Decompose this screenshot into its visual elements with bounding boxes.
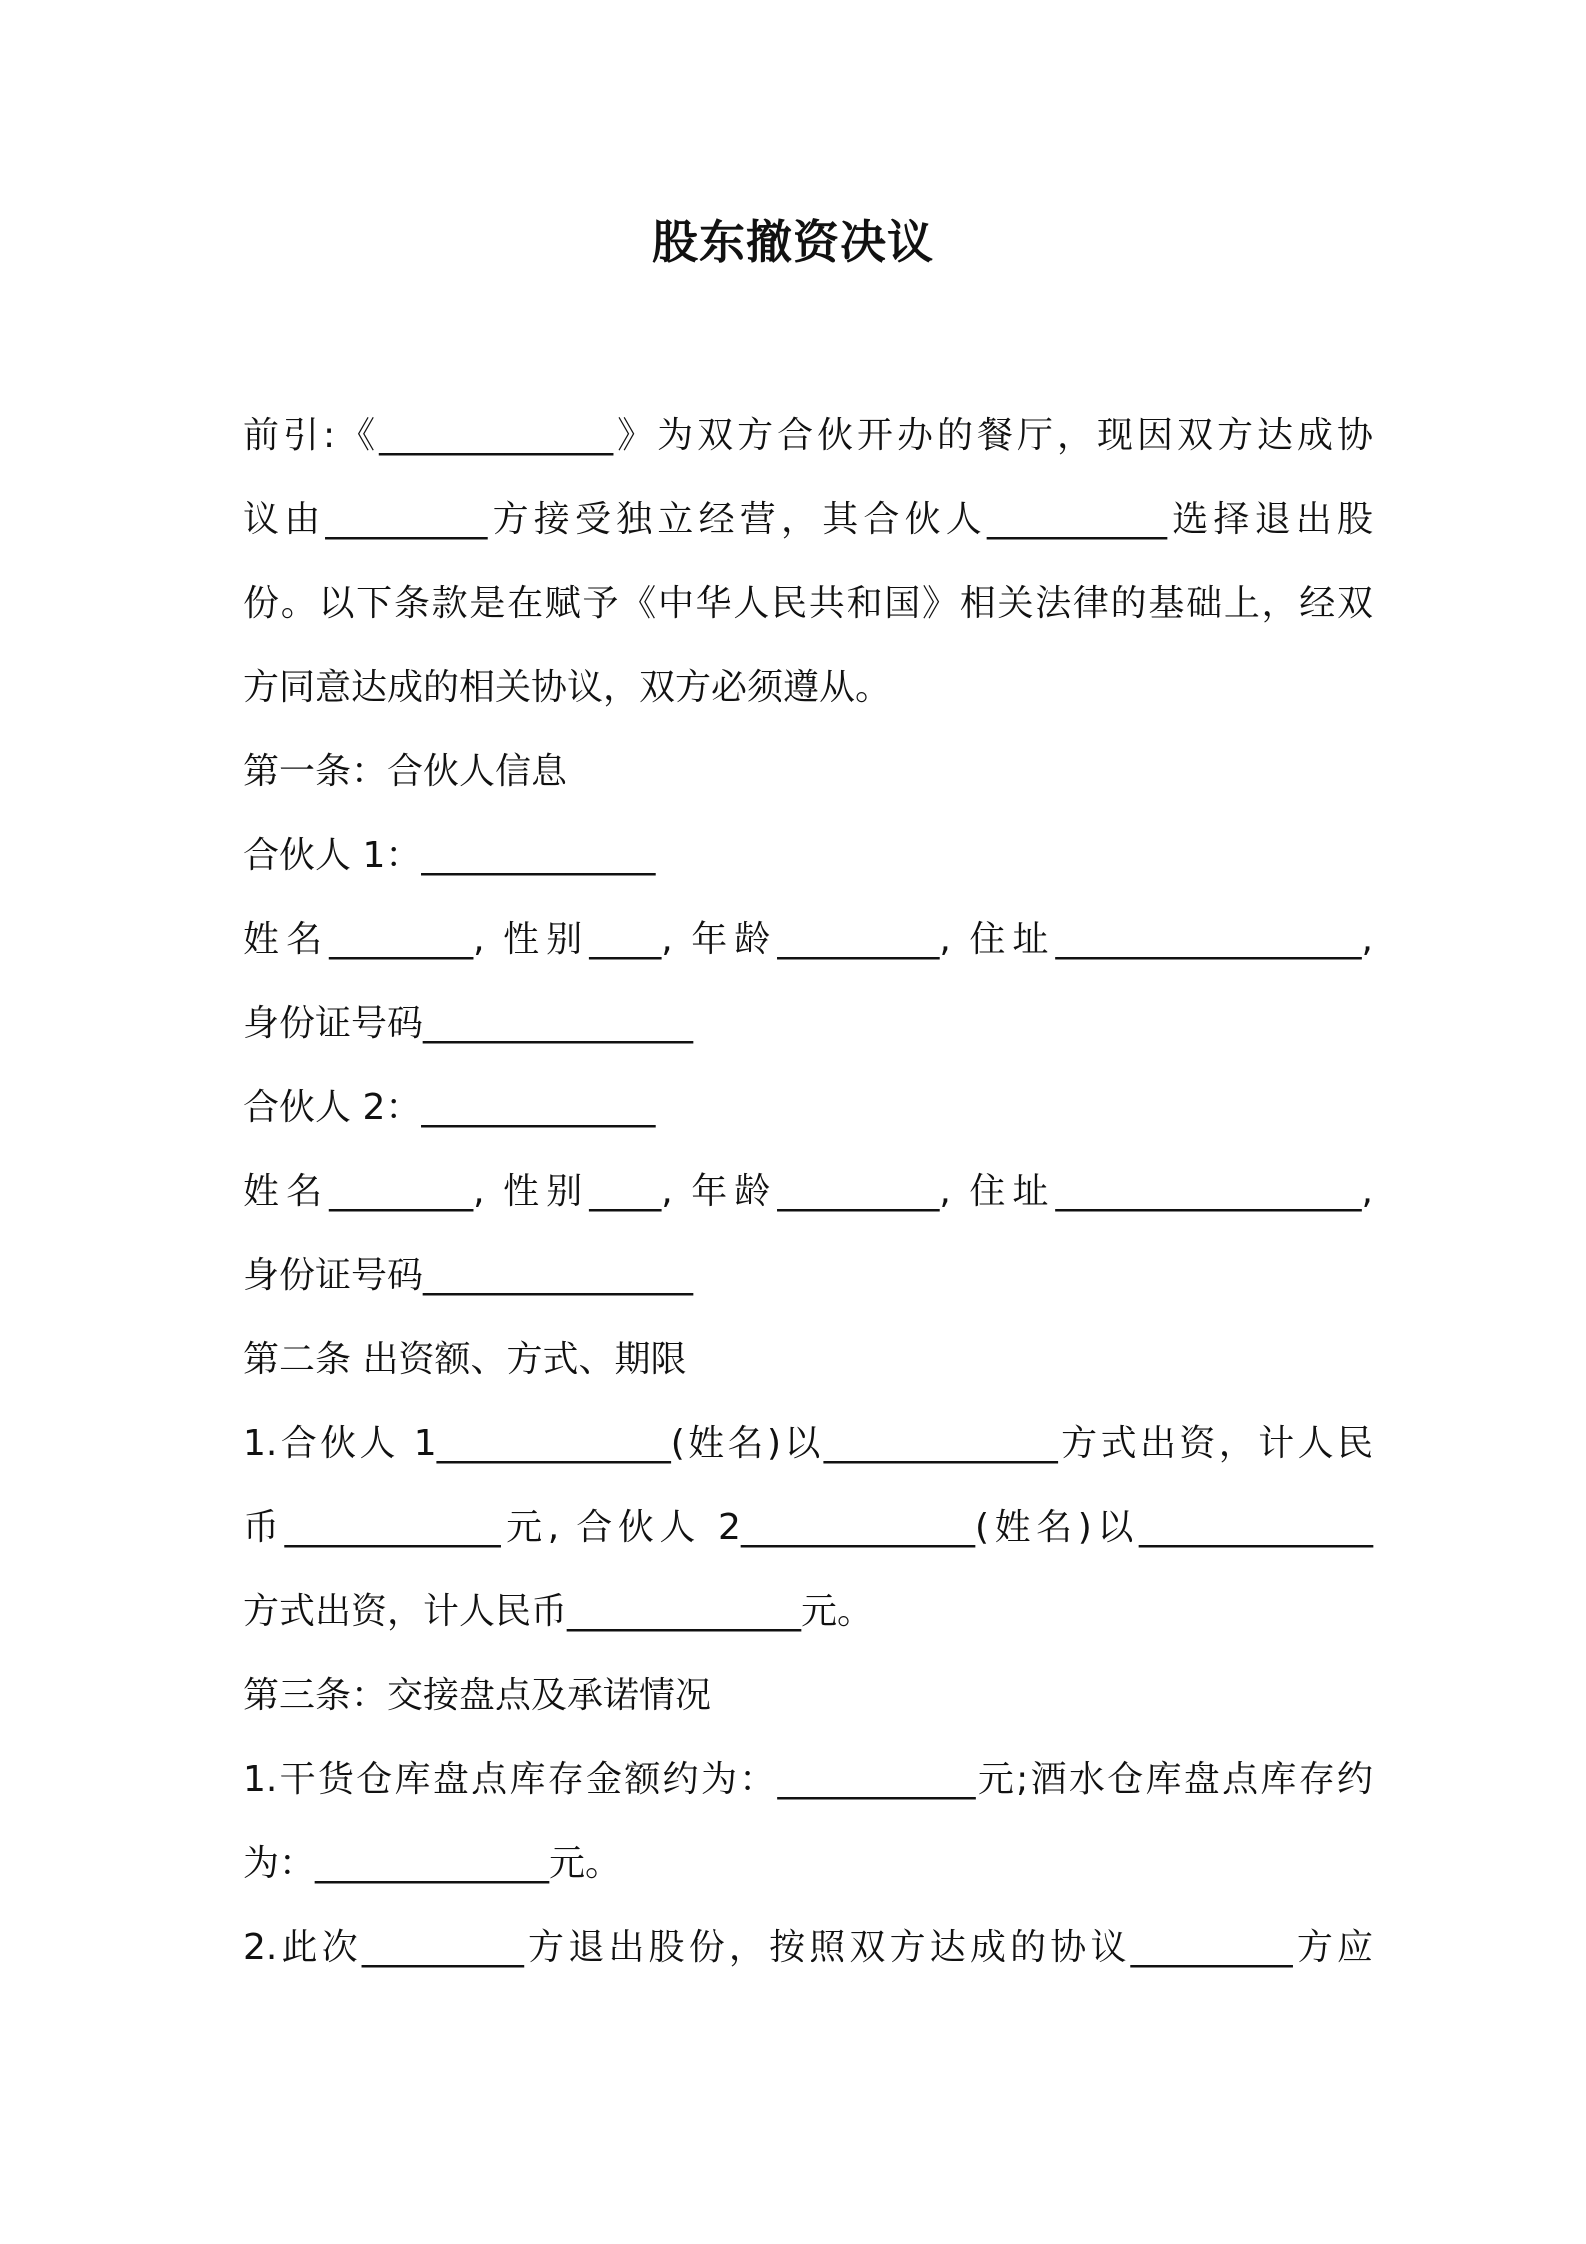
paragraph-line: 为：_____________元。 bbox=[243, 1843, 622, 1884]
paragraph-line: 前引:《_____________》为双方合伙开办的餐厅，现因双方达成协 bbox=[243, 415, 1373, 456]
paragraph-line: 方式出资，计人民币_____________元。 bbox=[243, 1591, 874, 1632]
paragraph-line: 议由_________方接受独立经营，其合伙人__________选择退出股 bbox=[243, 499, 1373, 540]
paragraph-line: 合伙人 2：_____________ bbox=[243, 1087, 656, 1128]
paragraph-line: 方同意达成的相关协议，双方必须遵从。 bbox=[243, 667, 892, 708]
section-heading: 第一条：合伙人信息 bbox=[243, 751, 568, 792]
paragraph-line: 身份证号码_______________ bbox=[243, 1255, 694, 1296]
document-title: 股东撤资决议 bbox=[652, 215, 934, 269]
paragraph-line: 1.干货仓库盘点库存金额约为：___________元;酒水仓库盘点库存约 bbox=[243, 1759, 1373, 1800]
section-heading: 第三条：交接盘点及承诺情况 bbox=[243, 1675, 712, 1716]
paragraph-line: 1.合伙人 1_____________(姓名)以_____________方式出资，计人民 bbox=[243, 1423, 1373, 1464]
paragraph-line: 身份证号码_______________ bbox=[243, 1003, 694, 1044]
paragraph-line: 币____________元, 合伙人 2_____________(姓名)以_____________ bbox=[243, 1507, 1373, 1548]
paragraph-line: 姓名________, 性别____, 年龄_________, 住址_________________, bbox=[243, 1171, 1373, 1212]
paragraph-line: 份。以下条款是在赋予《中华人民共和国》相关法律的基础上，经双 bbox=[243, 583, 1373, 624]
section-heading: 第二条 出资额、方式、期限 bbox=[243, 1339, 687, 1380]
paragraph-line: 姓名________, 性别____, 年龄_________, 住址_________________, bbox=[243, 919, 1373, 960]
paragraph-line: 合伙人 1：_____________ bbox=[243, 835, 656, 876]
paragraph-line: 2.此次_________方退出股份，按照双方达成的协议_________方应 bbox=[243, 1927, 1373, 1968]
